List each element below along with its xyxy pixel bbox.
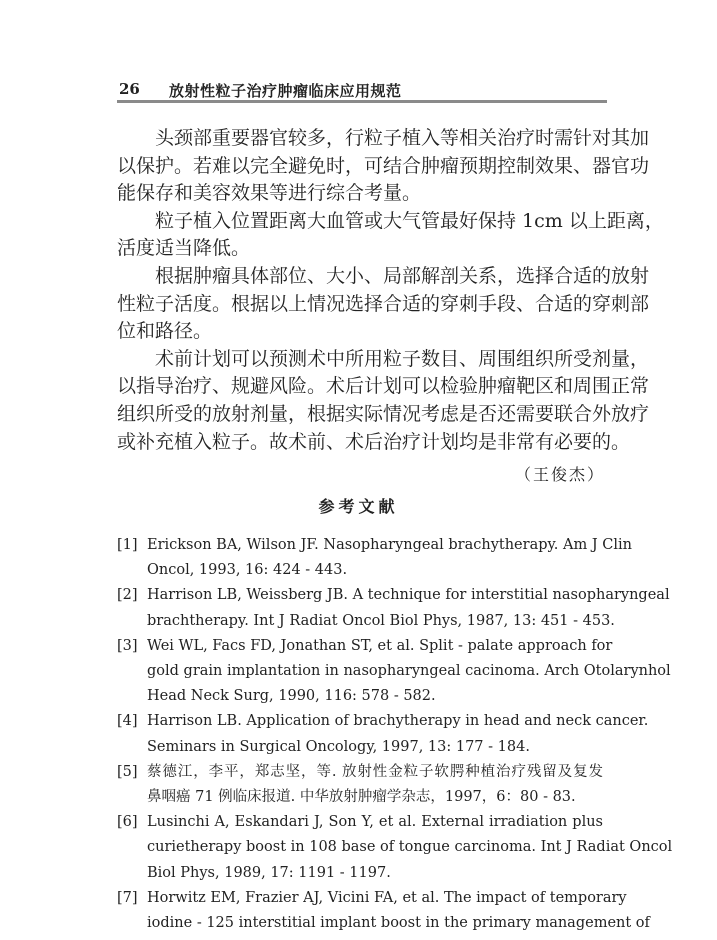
reference-line: Biol Phys, 1989, 17: 1191 - 1197. (147, 864, 391, 881)
reference-line: Oncol, 1993, 16: 424 - 443. (147, 562, 348, 579)
book-title: 放射性粒子治疗肿瘤临床应用规范 (169, 82, 402, 100)
reference-number: [2] (117, 587, 138, 604)
reference-number: [6] (117, 814, 138, 831)
reference-line: brachtherapy. Int J Radiat Oncol Biol Phys, 1987, 13: 451 - 453. (147, 612, 615, 629)
reference-line: Lusinchi A, Eskandari J, Son Y, et al. External irradiation plus (147, 814, 603, 831)
paragraph-line: 术前计划可以预测术中所用粒子数目、周围组织所受剂量， (155, 347, 650, 370)
paragraph-line: 以指导治疗、规避风险。术后计划可以检验肿瘤靶区和周围正常 (117, 375, 650, 398)
section-author: （王俊杰） (514, 465, 605, 484)
reference-line: Head Neck Surg, 1990, 116: 578 - 582. (147, 688, 436, 705)
reference-line: Wei WL, Facs FD, Jonathan ST, et al. Split - palate approach for (147, 637, 613, 654)
reference-line: iodine - 125 interstitial implant boost in the primary management of (147, 914, 650, 931)
paragraph-line: 活度适当降低。 (117, 237, 251, 260)
reference-number: [4] (117, 713, 138, 730)
page-number: 26 (119, 80, 140, 98)
header-rule (117, 100, 607, 103)
paragraph-line: 性粒子活度。根据以上情况选择合适的穿刺手段、合适的穿刺部 (117, 292, 650, 315)
references-heading: 参考文献 (318, 497, 399, 516)
paragraph-line: 或补充植入粒子。故术前、术后治疗计划均是非常有必要的。 (117, 430, 631, 453)
paragraph-line: 组织所受的放射剂量，根据实际情况考虑是否还需要联合外放疗 (117, 403, 650, 425)
reference-number: [5] (117, 763, 138, 780)
reference-line: Harrison LB. Application of brachytherapy in head and neck cancer. (147, 713, 649, 730)
reference-line: curietherapy boost in 108 base of tongue carcinoma. Int J Radiat Oncol (147, 839, 673, 856)
reference-line: 蔡德江，李平，郑志坚，等. 放射性金粒子软腭种植治疗残留及复发 (147, 763, 603, 780)
reference-line: 鼻咽癌 71 例临床报道. 中华放射肿瘤学杂志，1997，6：80 - 83. (147, 788, 576, 805)
reference-number: [3] (117, 637, 138, 654)
paragraph-line: 位和路径。 (117, 320, 213, 343)
reference-number: [7] (117, 889, 138, 906)
running-header (117, 80, 605, 100)
reference-line: Seminars in Surgical Oncology, 1997, 13: 177 - 184. (147, 738, 530, 755)
paragraph-line: 根据肿瘤具体部位、大小、局部解剖关系，选择合适的放射 (155, 265, 650, 287)
reference-number: [1] (117, 537, 138, 553)
paragraph-line: 以保护。若难以完全避免时，可结合肿瘤预期控制效果、器官功 (117, 154, 650, 177)
reference-line: Horwitz EM, Frazier AJ, Vicini FA, et al. The impact of temporary (147, 889, 627, 906)
reference-line: gold grain implantation in nasopharyngeal cacinoma. Arch Otolarynhol (147, 662, 671, 679)
paragraph-line: 能保存和美容效果等进行综合考量。 (117, 182, 422, 205)
paragraph-line: 头颈部重要器官较多，行粒子植入等相关治疗时需针对其加 (155, 127, 650, 149)
reference-line: Harrison LB, Weissberg JB. A technique for interstitial nasopharyngeal (147, 587, 670, 604)
reference-line: Erickson BA, Wilson JF. Nasopharyngeal brachytherapy. Am J Clin (147, 537, 632, 553)
paragraph-line: 粒子植入位置距离大血管或大气管最好保持 1cm 以上距离， (155, 209, 664, 232)
